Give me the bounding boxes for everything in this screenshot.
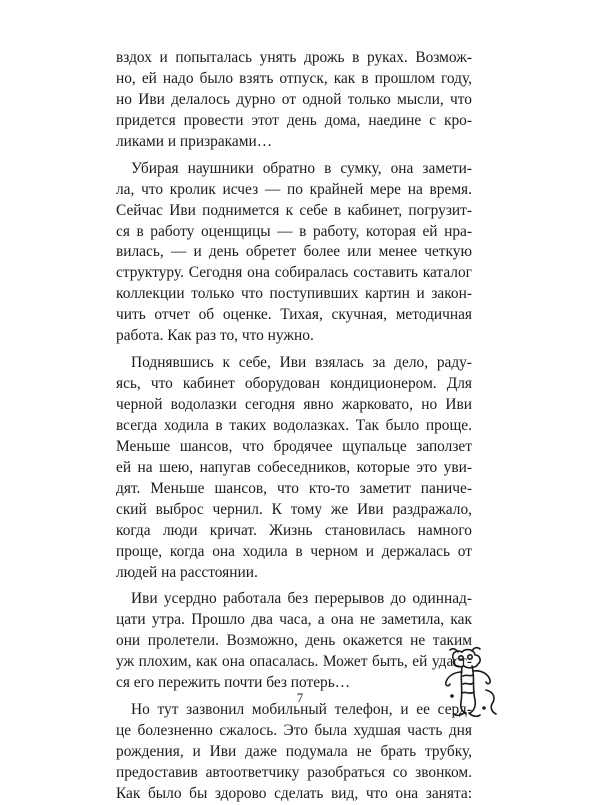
text-line: цати утра. Прошло два часа, а она не заметила, как bbox=[116, 611, 472, 629]
text-line: Иви усердно работала без перерывов до одиннад- bbox=[131, 590, 472, 608]
text-line: вздох и попыталась унять дрожь в руках. Возмож- bbox=[116, 49, 472, 66]
text-line: ла, что кролик исчез — по крайней мере на время. bbox=[116, 180, 472, 198]
paragraph bbox=[116, 48, 472, 153]
text-line: Убирая наушники обратно в сумку, она замети- bbox=[131, 159, 472, 177]
text-line: черной водолазки сегодня явно жарковато, но Иви bbox=[116, 396, 472, 413]
text-line: но Иви делалось дурно от одной только мысли, что bbox=[116, 90, 472, 108]
page-number: 7 bbox=[296, 690, 304, 705]
text-line: структуру. Сегодня она собиралась составить каталог bbox=[116, 264, 472, 282]
text-line: работа. Как раз то, что нужно. bbox=[116, 327, 314, 345]
text-line: когда люди кричат. Жизнь становилась намного bbox=[116, 521, 472, 539]
text-line: они пролетели. Возможно, день окажется не таким bbox=[116, 632, 472, 650]
paragraph bbox=[116, 589, 472, 694]
text-line: Меньше шансов, что бродячее щупальце заползет bbox=[116, 437, 472, 455]
text-line: людей на расстоянии. bbox=[116, 563, 258, 581]
monster-doodle-icon bbox=[442, 646, 498, 720]
text-line: чить отчет об оценке. Тихая, скучная, методичная bbox=[116, 306, 472, 324]
text-line: ся его пережить почти без потерь… bbox=[116, 674, 351, 692]
text-line: дят. Меньше шансов, что кто-то заметит паниче- bbox=[116, 479, 472, 497]
text-line: предоставив автоответчику разобраться со звонком. bbox=[116, 763, 472, 781]
text-line: ский выброс чернил. К тому же Иви раздражало, bbox=[116, 500, 472, 518]
text-line: ей на шею, напугав собеседников, которые это уви- bbox=[116, 458, 472, 476]
text-line: уж плохим, как она опасалась. Может быть, ей удаст- bbox=[116, 653, 472, 671]
text-line: Но тут зазвонил мобильный телефон, и ее серд- bbox=[131, 701, 472, 719]
text-line: Как было бы здорово сделать вид, что она занята: bbox=[116, 784, 472, 802]
text-line: Сейчас Иви поднимется к себе в кабинет, погрузит- bbox=[116, 201, 472, 219]
paragraph bbox=[116, 159, 472, 347]
text-line: ликами и призраками… bbox=[116, 132, 273, 150]
text-line: рождения, и Иви даже подумала не брать трубку, bbox=[116, 743, 472, 760]
text-line: придется провести этот день дома, наедине с кро- bbox=[116, 111, 472, 129]
text-line: всегда ходила в таких водолазках. Так было проще. bbox=[116, 416, 472, 434]
text-line: ясь, что кабинет оборудован кондиционером. Для bbox=[116, 375, 472, 393]
text-line: но, ей надо было взять отпуск, как в прошлом году, bbox=[116, 69, 472, 87]
text-line: коллекции только что поступивших картин и закон- bbox=[116, 285, 472, 303]
text-line: Поднявшись к себе, Иви взялась за дело, раду- bbox=[131, 354, 472, 372]
paragraph bbox=[116, 353, 472, 583]
text-line: ся в работу оценщицы — в работу, которая ей нра- bbox=[116, 222, 472, 240]
paragraph bbox=[116, 700, 472, 805]
text-line: це болезненно сжалось. Это была худшая часть дня bbox=[116, 722, 472, 740]
text-line: вилась, — и день обретет более или менее четкую bbox=[116, 243, 472, 261]
text-line: проще, когда она ходила в черном и держалась от bbox=[116, 542, 472, 560]
